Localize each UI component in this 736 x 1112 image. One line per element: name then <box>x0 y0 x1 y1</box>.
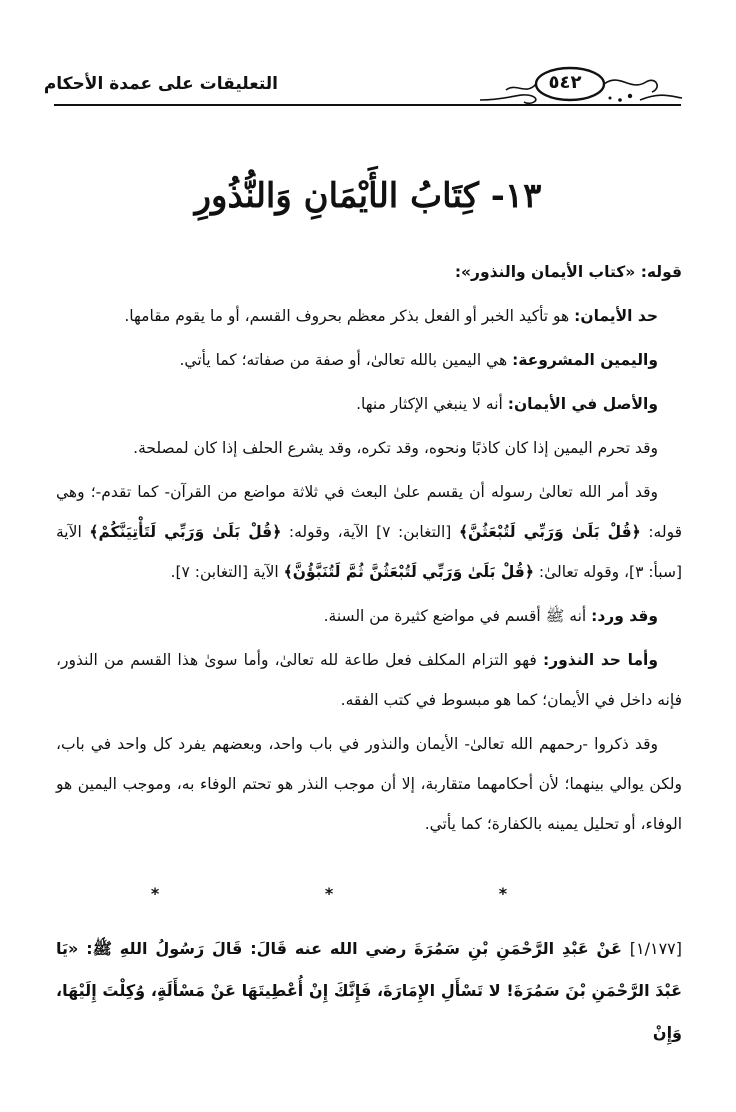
running-title: التعليقات على عمدة الأحكام <box>43 74 278 94</box>
quran-verse: ﴿قُلْ بَلَىٰ وَرَبِّي لَتُبْعَثُنَّ﴾ <box>458 523 641 541</box>
quran-verse: ﴿قُلْ بَلَىٰ وَرَبِّي لَتُبْعَثُنَّ ثُمَّ لَتُنَبَّؤُنَّ﴾ <box>283 563 534 581</box>
paragraph-text: هي اليمين بالله تعالىٰ، أو صفة من صفاته؛ كما يأتي. <box>179 351 513 369</box>
paragraph-text: الآية [سبأ: ٣]، وقوله تعالىٰ: <box>56 523 682 581</box>
paragraph-text: أنه ﷺ أقسم في مواضع كثيرة من السنة. <box>323 607 592 625</box>
hadith-body: عَنْ عَبْدِ الرَّحْمَنِ بْنِ سَمُرَةَ رضي الله عنه قَالَ: قَالَ رَسُولُ اللهِ ﷺ: «يَا عَبْدَ الرَّحْمَنِ بْنَ سَمُرَةَ! لا تَسْأَلِ الإِمَارَةَ، فَإِنَّكَ إِنْ أُعْطِيتَهَا عَنْ مَسْأَلَةٍ، وُكِلْتَ إِلَيْهَا، وَإِنْ <box>56 939 682 1042</box>
paragraph-definition-oath <box>56 296 682 336</box>
paragraph-sunnah <box>56 596 682 636</box>
paragraph-text: أنه لا ينبغي الإكثار منها. <box>356 395 508 413</box>
body-text <box>56 252 682 844</box>
paragraph-text: الآية [التغابن: ٧]. <box>170 563 284 581</box>
paragraph-text: [التغابن: ٧] الآية، وقوله: <box>281 523 459 541</box>
hadith-number: [١/١٧٧] <box>629 939 682 958</box>
paragraph-text: وقد أمر الله تعالىٰ رسوله أن يقسم علىٰ البعث في ثلاثة مواضع من القرآن- كما تقدم-؛ وهي قوله: <box>56 483 682 541</box>
paragraph-text: فهو التزام المكلف فعل طاعة لله تعالىٰ، وأما سوىٰ هذا القسم من النذور، فإنه داخل في الأيمان؛ كما هو مبسوط في كتب الفقه. <box>56 651 682 709</box>
hadith-text <box>56 928 682 1054</box>
chapter-title: ١٣- كِتَابُ الأَيْمَانِ وَالنُّذُورِ <box>194 176 542 216</box>
paragraph-text: وقد تحرم اليمين إذا كان كاذبًا ونحوه، وقد تكره، وقد يشرع الحلف إذا كان لمصلحة. <box>133 439 658 457</box>
paragraph-quran-oaths <box>56 472 682 592</box>
quran-verse: ﴿قُلْ بَلَىٰ وَرَبِّي لَتَأْتِيَنَّكُمْ﴾ <box>89 523 282 541</box>
page-number: ٥٤٢ <box>548 72 582 93</box>
paragraph-forbidden-oath <box>56 428 682 468</box>
section-separator: * * * <box>150 884 588 903</box>
term-label: وقد ورد: <box>591 607 658 625</box>
header-rule <box>54 104 681 106</box>
term-label: والأصل في الأيمان: <box>507 395 658 413</box>
term-label: حد الأيمان: <box>574 307 658 325</box>
paragraph-scholars <box>56 724 682 844</box>
paragraph-text: هو تأكيد الخبر أو الفعل بذكر معظم بحروف القسم، أو ما يقوم مقامها. <box>124 307 575 325</box>
term-label: وأما حد النذور: <box>543 651 658 669</box>
paragraph-heading <box>56 252 682 292</box>
paragraph-legitimate-oath <box>56 340 682 380</box>
paragraph-heading-text: قوله: «كتاب الأيمان والنذور»: <box>454 263 682 281</box>
term-label: واليمين المشروعة: <box>512 351 658 369</box>
paragraph-definition-vows <box>56 640 682 720</box>
paragraph-text: وقد ذكروا -رحمهم الله تعالىٰ- الأيمان والنذور في باب واحد، وبعضهم يفرد كل واحد في باب، ولكن يوالي بينهما؛ لأن أحكامهما متقاربة، إلا أن موجب النذر هو تحتم الوفاء به، وموجب اليمين هو الوفاء، أو تحليل يمينه بالكفارة؛ كما يأتي. <box>56 735 682 833</box>
paragraph-principle <box>56 384 682 424</box>
